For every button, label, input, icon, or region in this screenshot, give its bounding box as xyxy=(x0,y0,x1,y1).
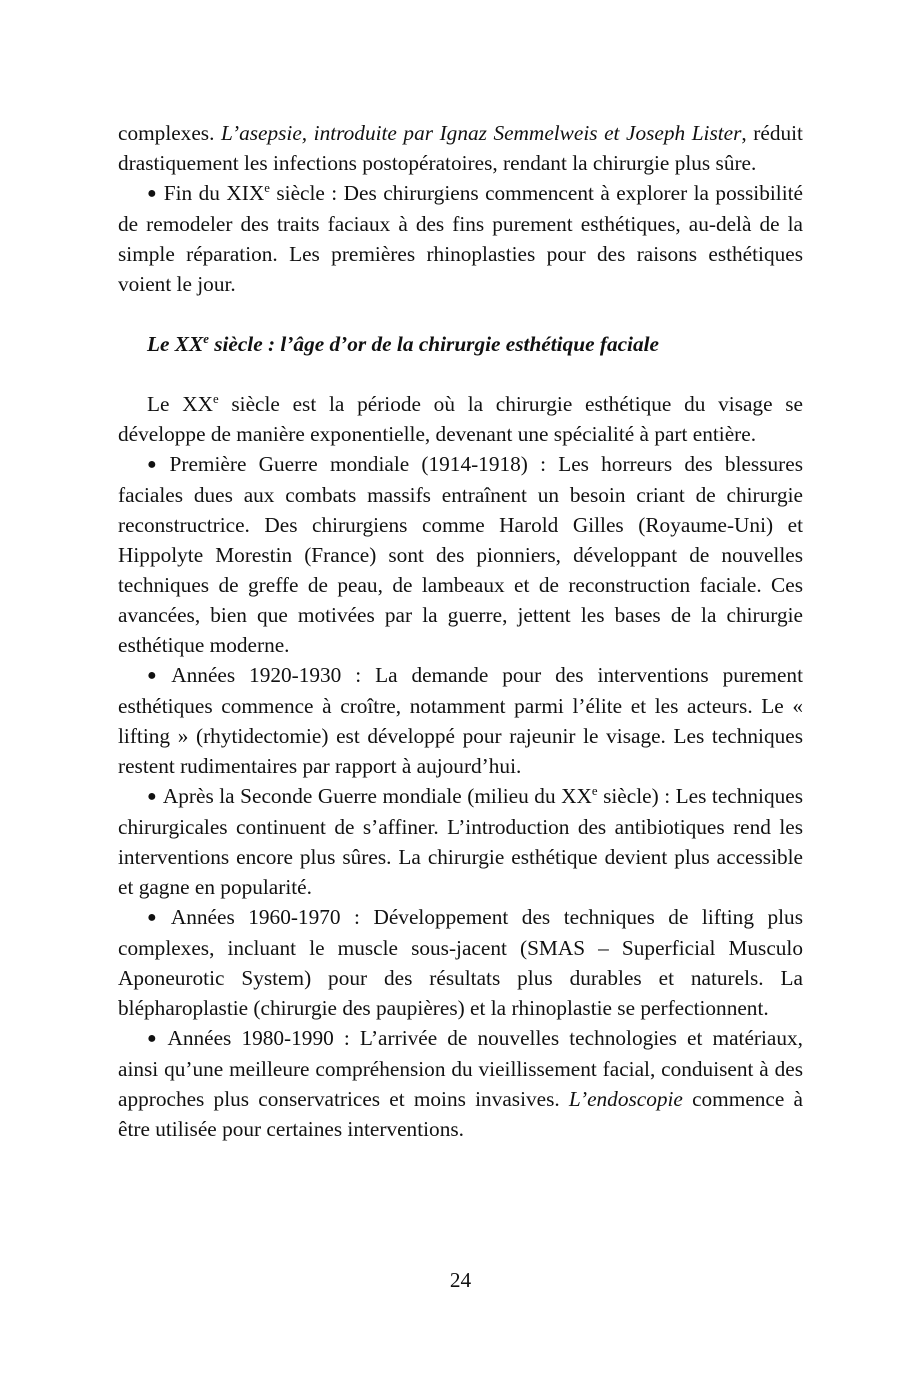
heading-text: siècle : l’âge d’or de la chirurgie esthétique faciale xyxy=(208,332,659,356)
superscript: e xyxy=(264,180,270,195)
page-number: 24 xyxy=(449,1268,472,1292)
bullet-item-ww1 xyxy=(118,449,803,660)
bullet-icon: ● xyxy=(147,1030,162,1047)
heading-text: Le XX xyxy=(147,332,204,356)
bullet-item-1960s xyxy=(118,902,803,1023)
bullet-text: Après la Seconde Guerre mondiale (milieu du XX xyxy=(162,784,592,808)
italic-text: L’asepsie, introduite par Ignaz Semmelweis et Joseph Lister xyxy=(220,121,742,145)
bullet-text: Années 1920-1930 : La demande pour des interventions purement esthétiques commence à croître, notamment parmi l’élite et les acteurs. Le « lifting » (rhytidectomie) est développé pour rajeunir le visage. Les techniques restent rudimentaires par rapport à aujourd’hui. xyxy=(118,663,803,778)
bullet-text: Fin du XIX xyxy=(163,181,265,205)
bullet-text: commence à être utilisée pour certaines interventions. xyxy=(118,1087,803,1141)
paragraph-text: , réduit drastiquement les infections postopératoires, rendant la chirurgie plus sûre. xyxy=(118,121,803,175)
bullet-icon: ● xyxy=(147,667,166,684)
paragraph-intro xyxy=(118,389,803,449)
section-heading xyxy=(118,329,803,359)
bullet-item-fin-xix xyxy=(118,178,803,299)
paragraph-text: siècle est la période où la chirurgie esthétique du visage se développe de manière exponentielle, devenant une spécialité à part entière. xyxy=(118,392,804,446)
superscript: e xyxy=(212,391,219,406)
bullet-icon: ● xyxy=(147,909,165,926)
bullet-icon: ● xyxy=(147,788,157,805)
paragraph-asepsis xyxy=(118,118,803,178)
bullet-text: siècle) : Les techniques chirurgicales continuent de s’affiner. L’introduction des antibiotiques rend les interventions encore plus sûres. La chirurgie esthétique devient plus accessible et gagne en popularité. xyxy=(118,784,803,899)
bullet-item-post-ww2 xyxy=(118,781,803,902)
bullet-text: Années 1960-1970 : Développement des techniques de lifting plus complexes, incluant le muscle sous-jacent (SMAS – Superficial Musculo Aponeurotic System) pour des résultats plus durables et naturels. La blépharoplastie (chirurgie des paupières) et la rhinoplastie se perfectionnent. xyxy=(118,905,803,1020)
bullet-icon: ● xyxy=(147,456,164,473)
bullet-item-1920s xyxy=(118,660,803,781)
bullet-icon: ● xyxy=(147,185,158,202)
bullet-text: Années 1980-1990 : L’arrivée de nouvelles technologies et matériaux, ainsi qu’une meilleure compréhension du vieillissement facial, conduisent à des approches plus conservatrices et moins invasives. xyxy=(118,1026,803,1111)
bullet-text: Première Guerre mondiale (1914-1918) : Les horreurs des blessures faciales dues aux combats massifs entraînent un besoin criant de chirurgie reconstructrice. Des chirurgiens comme Harold Gilles (Royaume-Uni) et Hippolyte Morestin (France) sont des pionniers, développant de nouvelles techniques de greffe de peau, de lambeaux et de reconstruction faciale. Ces avancées, bien que motivées par la guerre, jettent les bases de la chirurgie esthétique moderne. xyxy=(118,452,803,657)
bullet-item-1980s xyxy=(118,1023,803,1144)
paragraph-text: complexes. xyxy=(118,121,221,145)
superscript: e xyxy=(591,783,598,798)
italic-text: L’endoscopie xyxy=(568,1087,683,1111)
bullet-text: siècle : Des chirurgiens commencent à explorer la possibilité de remodeler des traits faciaux à des fins purement esthétiques, au-delà de la simple réparation. Les premières rhinoplasties pour des raisons esthétiques voient le jour. xyxy=(118,181,803,296)
paragraph-text: Le XX xyxy=(147,392,213,416)
superscript: e xyxy=(203,331,209,346)
page-body xyxy=(118,118,803,1144)
